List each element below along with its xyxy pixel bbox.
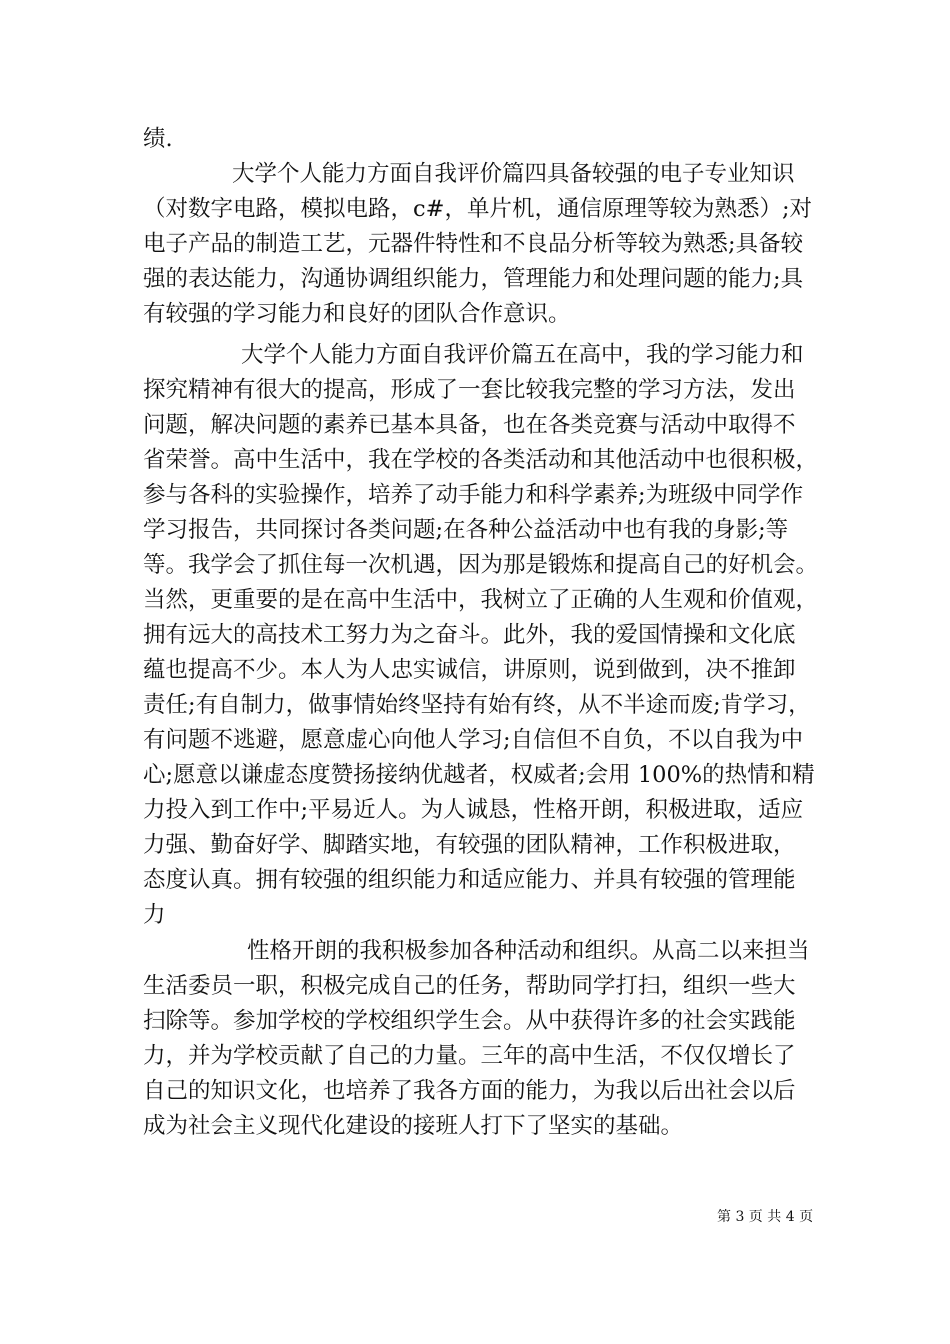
text-line: 扫除等。参加学校的学校组织学生会。从中获得许多的社会实践能 xyxy=(143,1008,796,1034)
text-line: 问题，解决问题的素养已基本具备，也在各类竞赛与活动中取得不 xyxy=(143,412,796,438)
text-line: 心;愿意以谦虚态度赞扬接纳优越者，权威者;会用 100%的热情和精 xyxy=(143,762,815,788)
text-line: 性格开朗的我积极参加各种活动和组织。从高二以来担当 xyxy=(247,938,810,964)
text-line: 力，并为学校贡献了自己的力量。三年的高中生活，不仅仅增长了 xyxy=(143,1043,796,1069)
text-line: 有问题不逃避，愿意虚心向他人学习;自信但不自负，不以自我为中 xyxy=(143,727,804,753)
text-line: 力强、勤奋好学、脚踏实地，有较强的团队精神，工作积极进取， xyxy=(143,832,796,858)
text-line: 探究精神有很大的提高，形成了一套比较我完整的学习方法，发出 xyxy=(143,377,796,403)
text-line: 强的表达能力，沟通协调组织能力，管理能力和处理问题的能力;具 xyxy=(143,266,804,292)
text-line: 有较强的学习能力和良好的团队合作意识。 xyxy=(143,301,571,327)
text-line: 大学个人能力方面自我评价篇四具备较强的电子专业知识 xyxy=(232,161,795,187)
page-number-footer: 第 3 页 共 4 页 xyxy=(717,1209,814,1225)
text-line: 蕴也提高不少。本人为人忠实诚信，讲原则，说到做到，决不推卸 xyxy=(143,657,796,683)
text-line: 生活委员一职，积极完成自己的任务，帮助同学打扫，组织一些大 xyxy=(143,973,796,999)
text-line: 拥有远大的高技术工努力为之奋斗。此外，我的爱国情操和文化底 xyxy=(143,622,796,648)
text-line: 态度认真。拥有较强的组织能力和适应能力、并具有较强的管理能 xyxy=(143,867,796,893)
text-line: 大学个人能力方面自我评价篇五在高中，我的学习能力和 xyxy=(241,342,804,368)
text-line: （对数字电路，模拟电路，c#，单片机，通信原理等较为熟悉）;对 xyxy=(143,196,813,222)
text-line: 省荣誉。高中生活中，我在学校的各类活动和其他活动中也很积极， xyxy=(143,447,819,473)
text-line: 绩. xyxy=(143,126,173,152)
text-line: 当然，更重要的是在高中生活中，我树立了正确的人生观和价值观， xyxy=(143,587,819,613)
text-line: 力投入到工作中;平易近人。为人诚恳，性格开朗，积极进取，适应 xyxy=(143,797,804,823)
text-line: 参与各科的实验操作，培养了动手能力和科学素养;为班级中同学作 xyxy=(143,482,804,508)
text-line: 等。我学会了抓住每一次机遇，因为那是锻炼和提高自己的好机会。 xyxy=(143,552,819,578)
text-line: 电子产品的制造工艺，元器件特性和不良品分析等较为熟悉;具备较 xyxy=(143,231,804,257)
text-line: 成为社会主义现代化建设的接班人打下了坚实的基础。 xyxy=(143,1113,684,1139)
text-line: 力 xyxy=(143,902,166,928)
text-line: 学习报告，共同探讨各类问题;在各种公益活动中也有我的身影;等 xyxy=(143,517,789,543)
text-line: 自己的知识文化，也培养了我各方面的能力，为我以后出社会以后 xyxy=(143,1078,796,1104)
text-line: 责任;有自制力，做事情始终坚持有始有终，从不半途而废;肯学习， xyxy=(143,692,811,718)
